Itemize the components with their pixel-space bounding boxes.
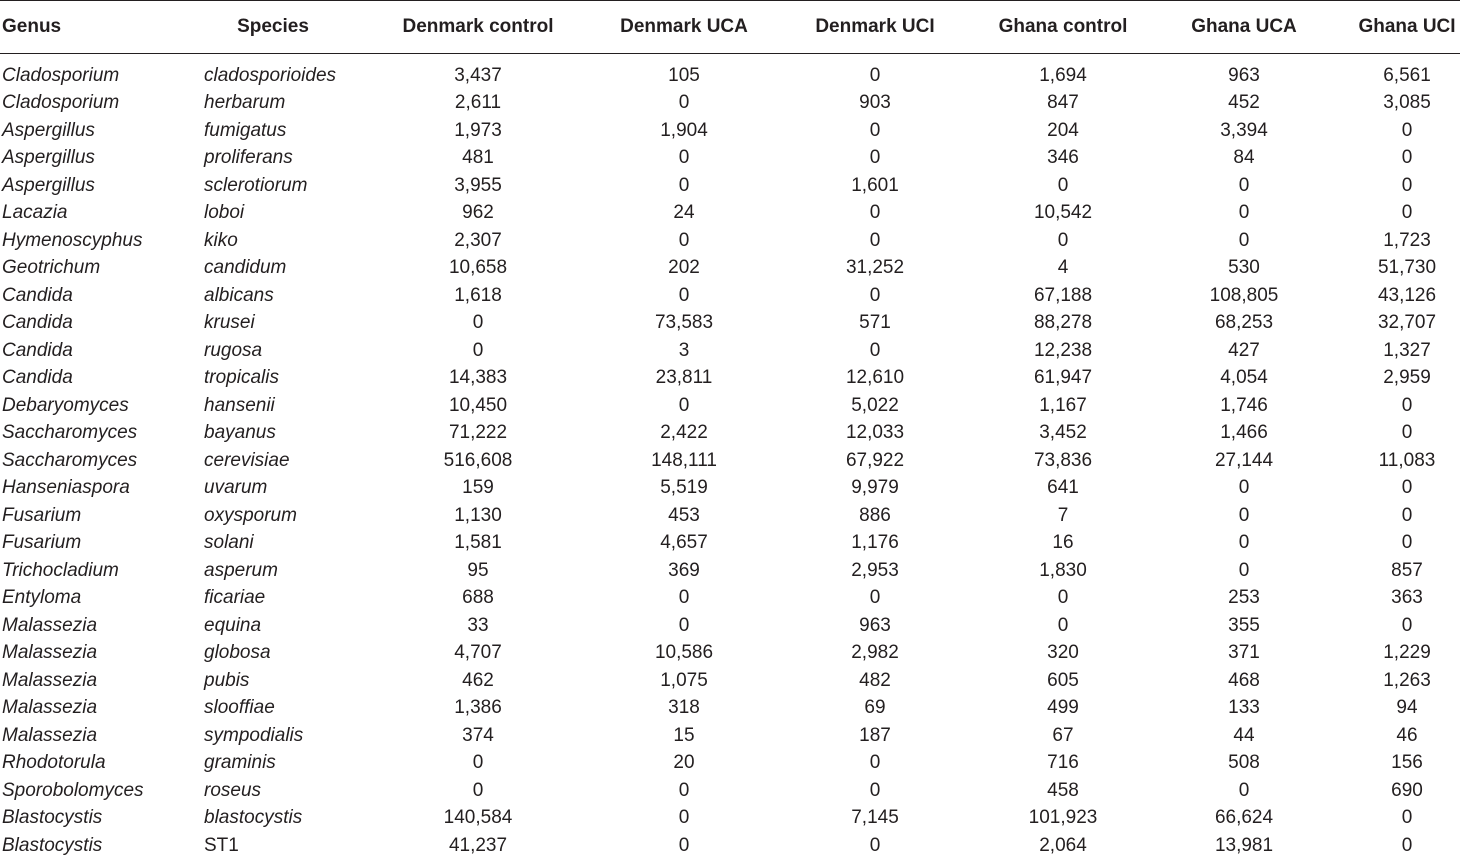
ghana-uci-cell: 0 [1354,144,1460,172]
denmark-control-cell: 2,307 [346,227,610,255]
species-cell: equina [200,612,346,640]
genus-cell: Lacazia [0,199,200,227]
table-row [0,612,1460,640]
ghana-control-cell: 67,188 [992,282,1134,310]
ghana-control-cell: 7 [992,502,1134,530]
denmark-uci-cell: 5,022 [758,392,992,420]
table-row [0,584,1460,612]
denmark-control-cell: 374 [346,722,610,750]
ghana-uci-cell: 0 [1354,529,1460,557]
genus-cell: Sporobolomyces [0,777,200,805]
denmark-uca-cell: 0 [610,227,758,255]
denmark-uca-cell: 202 [610,254,758,282]
genus-cell: Fusarium [0,529,200,557]
denmark-uci-cell: 1,176 [758,529,992,557]
species-cell: ficariae [200,584,346,612]
ghana-uca-cell: 468 [1134,667,1354,695]
denmark-control-cell: 10,658 [346,254,610,282]
denmark-control-cell: 462 [346,667,610,695]
ghana-uci-cell: 0 [1354,199,1460,227]
genus-cell: Geotrichum [0,254,200,282]
ghana-uca-cell: 0 [1134,199,1354,227]
ghana-control-cell: 847 [992,89,1134,117]
ghana-uca-cell: 4,054 [1134,364,1354,392]
table-row [0,694,1460,722]
denmark-uca-cell: 453 [610,502,758,530]
denmark-uci-cell: 0 [758,584,992,612]
denmark-control-cell: 71,222 [346,419,610,447]
denmark-uca-cell: 0 [610,144,758,172]
genus-cell: Hymenoscyphus [0,227,200,255]
denmark-uci-cell: 482 [758,667,992,695]
genus-cell: Rhodotorula [0,749,200,777]
ghana-uca-cell: 963 [1134,54,1354,90]
species-cell: cladosporioides [200,54,346,90]
table-row [0,199,1460,227]
species-cell: candidum [200,254,346,282]
header-species: Species [200,1,346,54]
ghana-uci-cell: 3,085 [1354,89,1460,117]
ghana-uci-cell: 0 [1354,832,1460,859]
ghana-control-cell: 1,694 [992,54,1134,90]
ghana-uci-cell: 1,723 [1354,227,1460,255]
denmark-control-cell: 14,383 [346,364,610,392]
denmark-control-cell: 1,618 [346,282,610,310]
genus-cell: Saccharomyces [0,419,200,447]
denmark-uca-cell: 5,519 [610,474,758,502]
ghana-uci-cell: 0 [1354,117,1460,145]
table-row [0,309,1460,337]
table-row [0,557,1460,585]
denmark-control-cell: 1,581 [346,529,610,557]
genus-cell: Blastocystis [0,832,200,859]
denmark-control-cell: 688 [346,584,610,612]
species-cell: krusei [200,309,346,337]
ghana-uci-cell: 857 [1354,557,1460,585]
genus-cell: Candida [0,309,200,337]
species-cell: cerevisiae [200,447,346,475]
denmark-uca-cell: 0 [610,172,758,200]
denmark-uca-cell: 0 [610,612,758,640]
table-row [0,667,1460,695]
denmark-uci-cell: 571 [758,309,992,337]
species-cell: rugosa [200,337,346,365]
ghana-control-cell: 61,947 [992,364,1134,392]
genus-cell: Cladosporium [0,54,200,90]
ghana-uci-cell: 46 [1354,722,1460,750]
ghana-uca-cell: 133 [1134,694,1354,722]
ghana-uca-cell: 0 [1134,474,1354,502]
ghana-control-cell: 0 [992,227,1134,255]
ghana-control-cell: 0 [992,584,1134,612]
denmark-control-cell: 159 [346,474,610,502]
denmark-uca-cell: 23,811 [610,364,758,392]
table-row [0,777,1460,805]
header-row [0,1,1460,54]
denmark-uci-cell: 2,982 [758,639,992,667]
denmark-uci-cell: 31,252 [758,254,992,282]
genus-cell: Candida [0,282,200,310]
table-row [0,144,1460,172]
denmark-uca-cell: 105 [610,54,758,90]
genus-cell: Entyloma [0,584,200,612]
ghana-uci-cell: 0 [1354,804,1460,832]
genus-cell: Aspergillus [0,172,200,200]
denmark-uci-cell: 0 [758,337,992,365]
ghana-uca-cell: 44 [1134,722,1354,750]
denmark-uci-cell: 67,922 [758,447,992,475]
genus-cell: Saccharomyces [0,447,200,475]
table-row [0,474,1460,502]
genus-cell: Trichocladium [0,557,200,585]
denmark-uci-cell: 0 [758,749,992,777]
ghana-control-cell: 0 [992,612,1134,640]
denmark-control-cell: 1,130 [346,502,610,530]
ghana-uca-cell: 1,746 [1134,392,1354,420]
table-row [0,54,1460,90]
denmark-uca-cell: 318 [610,694,758,722]
denmark-uca-cell: 24 [610,199,758,227]
table-row [0,337,1460,365]
denmark-uci-cell: 2,953 [758,557,992,585]
denmark-control-cell: 481 [346,144,610,172]
species-cell: kiko [200,227,346,255]
denmark-uca-cell: 0 [610,777,758,805]
denmark-uci-cell: 886 [758,502,992,530]
species-cell: albicans [200,282,346,310]
species-cell: blastocystis [200,804,346,832]
genus-cell: Malassezia [0,722,200,750]
species-cell: tropicalis [200,364,346,392]
table-row [0,529,1460,557]
species-cell: proliferans [200,144,346,172]
ghana-uci-cell: 2,959 [1354,364,1460,392]
ghana-uca-cell: 0 [1134,777,1354,805]
ghana-uca-cell: 0 [1134,557,1354,585]
genus-cell: Malassezia [0,667,200,695]
ghana-uci-cell: 43,126 [1354,282,1460,310]
ghana-uci-cell: 51,730 [1354,254,1460,282]
ghana-control-cell: 12,238 [992,337,1134,365]
ghana-uca-cell: 84 [1134,144,1354,172]
table-row [0,117,1460,145]
denmark-uca-cell: 0 [610,282,758,310]
table-row [0,254,1460,282]
genus-cell: Fusarium [0,502,200,530]
denmark-uca-cell: 1,075 [610,667,758,695]
denmark-control-cell: 962 [346,199,610,227]
genus-cell: Malassezia [0,639,200,667]
ghana-uci-cell: 6,561 [1354,54,1460,90]
header-genus: Genus [0,1,200,54]
denmark-uca-cell: 148,111 [610,447,758,475]
table-row [0,172,1460,200]
table-row [0,419,1460,447]
ghana-uca-cell: 66,624 [1134,804,1354,832]
denmark-uci-cell: 12,610 [758,364,992,392]
ghana-uca-cell: 253 [1134,584,1354,612]
denmark-control-cell: 2,611 [346,89,610,117]
ghana-uca-cell: 68,253 [1134,309,1354,337]
ghana-uca-cell: 0 [1134,227,1354,255]
species-cell: slooffiae [200,694,346,722]
genus-cell: Malassezia [0,694,200,722]
ghana-control-cell: 16 [992,529,1134,557]
denmark-uca-cell: 73,583 [610,309,758,337]
ghana-uca-cell: 371 [1134,639,1354,667]
ghana-control-cell: 499 [992,694,1134,722]
species-cell: graminis [200,749,346,777]
header-denmark-control: Denmark control [346,1,610,54]
ghana-control-cell: 458 [992,777,1134,805]
ghana-uci-cell: 156 [1354,749,1460,777]
ghana-uci-cell: 32,707 [1354,309,1460,337]
denmark-control-cell: 41,237 [346,832,610,859]
table-row [0,89,1460,117]
denmark-control-cell: 1,386 [346,694,610,722]
ghana-control-cell: 2,064 [992,832,1134,859]
denmark-uca-cell: 369 [610,557,758,585]
ghana-uci-cell: 363 [1354,584,1460,612]
ghana-control-cell: 1,167 [992,392,1134,420]
table-row [0,282,1460,310]
ghana-uca-cell: 108,805 [1134,282,1354,310]
genus-cell: Candida [0,337,200,365]
denmark-uca-cell: 2,422 [610,419,758,447]
species-cell: fumigatus [200,117,346,145]
ghana-uci-cell: 0 [1354,172,1460,200]
denmark-control-cell: 0 [346,309,610,337]
ghana-uci-cell: 0 [1354,419,1460,447]
ghana-uca-cell: 13,981 [1134,832,1354,859]
denmark-uca-cell: 3 [610,337,758,365]
genus-cell: Debaryomyces [0,392,200,420]
ghana-uci-cell: 1,229 [1354,639,1460,667]
denmark-uci-cell: 903 [758,89,992,117]
genus-cell: Cladosporium [0,89,200,117]
ghana-uca-cell: 355 [1134,612,1354,640]
denmark-uci-cell: 187 [758,722,992,750]
denmark-uci-cell: 1,601 [758,172,992,200]
denmark-uci-cell: 0 [758,54,992,90]
denmark-uca-cell: 4,657 [610,529,758,557]
ghana-uca-cell: 3,394 [1134,117,1354,145]
species-cell: asperum [200,557,346,585]
ghana-uci-cell: 0 [1354,474,1460,502]
denmark-control-cell: 10,450 [346,392,610,420]
ghana-control-cell: 0 [992,172,1134,200]
ghana-control-cell: 605 [992,667,1134,695]
denmark-uci-cell: 69 [758,694,992,722]
header-denmark-uca: Denmark UCA [610,1,758,54]
species-cell: sclerotiorum [200,172,346,200]
table-row [0,227,1460,255]
table-row [0,639,1460,667]
ghana-control-cell: 10,542 [992,199,1134,227]
denmark-uci-cell: 0 [758,832,992,859]
species-cell: solani [200,529,346,557]
ghana-control-cell: 1,830 [992,557,1134,585]
ghana-uca-cell: 508 [1134,749,1354,777]
species-cell: loboi [200,199,346,227]
denmark-uca-cell: 0 [610,89,758,117]
ghana-uci-cell: 0 [1354,392,1460,420]
denmark-uci-cell: 7,145 [758,804,992,832]
ghana-uci-cell: 690 [1354,777,1460,805]
ghana-control-cell: 320 [992,639,1134,667]
genus-cell: Malassezia [0,612,200,640]
genus-cell: Hanseniaspora [0,474,200,502]
denmark-uca-cell: 15 [610,722,758,750]
ghana-uci-cell: 94 [1354,694,1460,722]
denmark-uci-cell: 963 [758,612,992,640]
species-cell: sympodialis [200,722,346,750]
table-header [0,1,1460,54]
genus-cell: Candida [0,364,200,392]
species-cell: hansenii [200,392,346,420]
table-row [0,749,1460,777]
species-cell: globosa [200,639,346,667]
denmark-control-cell: 0 [346,337,610,365]
ghana-control-cell: 73,836 [992,447,1134,475]
ghana-control-cell: 716 [992,749,1134,777]
denmark-uca-cell: 20 [610,749,758,777]
denmark-uca-cell: 0 [610,584,758,612]
ghana-control-cell: 67 [992,722,1134,750]
denmark-control-cell: 4,707 [346,639,610,667]
ghana-control-cell: 204 [992,117,1134,145]
table-row [0,722,1460,750]
denmark-control-cell: 0 [346,749,610,777]
denmark-uca-cell: 0 [610,804,758,832]
ghana-uca-cell: 0 [1134,502,1354,530]
denmark-uci-cell: 9,979 [758,474,992,502]
table-row [0,804,1460,832]
denmark-uca-cell: 1,904 [610,117,758,145]
genus-cell: Aspergillus [0,117,200,145]
table-row [0,502,1460,530]
ghana-uci-cell: 11,083 [1354,447,1460,475]
denmark-uci-cell: 0 [758,227,992,255]
denmark-control-cell: 1,973 [346,117,610,145]
denmark-control-cell: 0 [346,777,610,805]
ghana-uci-cell: 0 [1354,612,1460,640]
ghana-control-cell: 4 [992,254,1134,282]
ghana-control-cell: 641 [992,474,1134,502]
ghana-uca-cell: 1,466 [1134,419,1354,447]
species-cell: herbarum [200,89,346,117]
denmark-uci-cell: 0 [758,282,992,310]
species-cell: ST1 [200,832,346,859]
denmark-uci-cell: 12,033 [758,419,992,447]
header-ghana-control: Ghana control [992,1,1134,54]
header-denmark-uci: Denmark UCI [758,1,992,54]
denmark-control-cell: 3,955 [346,172,610,200]
genus-cell: Blastocystis [0,804,200,832]
genus-cell: Aspergillus [0,144,200,172]
denmark-control-cell: 95 [346,557,610,585]
ghana-uca-cell: 530 [1134,254,1354,282]
species-cell: uvarum [200,474,346,502]
ghana-uca-cell: 427 [1134,337,1354,365]
ghana-uci-cell: 1,263 [1354,667,1460,695]
species-cell: roseus [200,777,346,805]
ghana-control-cell: 101,923 [992,804,1134,832]
denmark-uci-cell: 0 [758,777,992,805]
ghana-uca-cell: 0 [1134,529,1354,557]
denmark-control-cell: 140,584 [346,804,610,832]
denmark-control-cell: 33 [346,612,610,640]
ghana-uci-cell: 0 [1354,502,1460,530]
ghana-uci-cell: 1,327 [1354,337,1460,365]
header-ghana-uci: Ghana UCI [1354,1,1460,54]
table-row [0,392,1460,420]
species-cell: pubis [200,667,346,695]
denmark-control-cell: 516,608 [346,447,610,475]
header-ghana-uca: Ghana UCA [1134,1,1354,54]
denmark-uca-cell: 10,586 [610,639,758,667]
ghana-uca-cell: 452 [1134,89,1354,117]
table-row [0,447,1460,475]
species-cell: bayanus [200,419,346,447]
denmark-uca-cell: 0 [610,832,758,859]
table-body [0,54,1460,859]
ghana-control-cell: 3,452 [992,419,1134,447]
species-cell: oxysporum [200,502,346,530]
denmark-uca-cell: 0 [610,392,758,420]
denmark-control-cell: 3,437 [346,54,610,90]
denmark-uci-cell: 0 [758,144,992,172]
ghana-uca-cell: 0 [1134,172,1354,200]
table-row [0,364,1460,392]
ghana-control-cell: 346 [992,144,1134,172]
ghana-uca-cell: 27,144 [1134,447,1354,475]
denmark-uci-cell: 0 [758,199,992,227]
denmark-uci-cell: 0 [758,117,992,145]
ghana-control-cell: 88,278 [992,309,1134,337]
